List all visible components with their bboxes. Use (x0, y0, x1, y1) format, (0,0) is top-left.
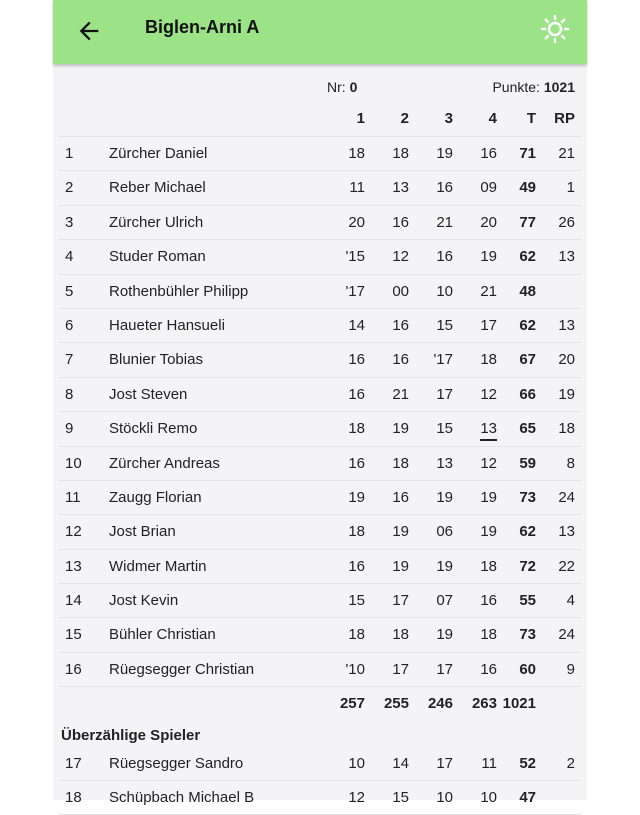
score-total: 47 (519, 789, 536, 807)
player-name: Zürcher Daniel (109, 145, 208, 162)
score-table (53, 66, 587, 815)
score-4: 12 (480, 385, 497, 403)
player-rank: 11 (65, 488, 81, 506)
score-2: 14 (392, 754, 409, 772)
player-name: Blunier Tobias (109, 351, 203, 369)
summary-bar (53, 66, 587, 107)
score-3: 21 (436, 213, 453, 231)
score-4: 16 (480, 592, 497, 610)
score-3: 19 (436, 488, 453, 506)
player-rank: 7 (65, 351, 74, 369)
score-3: 19 (436, 626, 453, 644)
player-name: Schüpbach Michael B (109, 789, 255, 807)
table-row[interactable] (59, 171, 581, 205)
header-col-rp: RP (554, 110, 575, 127)
score-2: 17 (392, 592, 409, 610)
total-col-3: 246 (427, 695, 453, 713)
extra-players-heading (53, 721, 587, 747)
score-3: '17 (433, 351, 453, 369)
player-rank: 5 (65, 282, 74, 300)
player-rank: 9 (65, 420, 74, 438)
table-row[interactable] (59, 240, 581, 274)
score-total: 62 (519, 523, 536, 541)
score-total: 71 (519, 145, 536, 162)
score-2: 19 (392, 557, 409, 575)
table-row[interactable] (59, 584, 581, 618)
table-row[interactable] (59, 747, 581, 781)
score-2: 17 (392, 660, 409, 678)
score-2: 00 (392, 282, 409, 300)
table-row[interactable] (59, 515, 581, 549)
player-name: Studer Roman (109, 248, 206, 266)
score-3: 17 (436, 660, 453, 678)
player-rank: 16 (65, 660, 82, 678)
score-1: 20 (348, 213, 365, 231)
table-row[interactable] (59, 309, 581, 343)
extra-player-list (53, 747, 587, 815)
app-screen (53, 0, 587, 807)
player-rank: 6 (65, 316, 74, 334)
player-name: Rothenbühler Philipp (109, 282, 249, 300)
score-3: 19 (436, 145, 453, 162)
arrow-left-icon[interactable] (75, 17, 103, 45)
score-total: 62 (519, 316, 536, 334)
score-4: 19 (480, 488, 497, 506)
player-rank: 12 (65, 523, 82, 541)
score-total: 73 (519, 488, 536, 506)
score-total: 66 (519, 385, 536, 403)
rank-points: 13 (558, 316, 575, 334)
player-name: Zaugg Florian (109, 488, 202, 506)
score-total: 49 (519, 179, 536, 197)
score-total: 48 (519, 282, 536, 300)
score-4: 17 (480, 316, 497, 334)
score-3: 16 (436, 248, 453, 266)
score-1: '10 (345, 660, 365, 678)
score-3: 19 (436, 557, 453, 575)
score-1: 16 (348, 385, 365, 403)
header-col-2: 2 (400, 110, 409, 127)
score-2: 18 (392, 454, 409, 472)
player-rank: 18 (65, 789, 82, 807)
table-row[interactable] (59, 343, 581, 377)
score-4: 21 (480, 282, 497, 300)
score-3: 16 (436, 179, 453, 197)
player-name: Bühler Christian (109, 626, 216, 644)
player-rank: 17 (65, 754, 82, 772)
score-2: 12 (392, 248, 409, 266)
score-1: 18 (348, 523, 365, 541)
header-col-1: 1 (356, 110, 365, 127)
table-row[interactable] (59, 550, 581, 584)
score-4: 19 (480, 248, 497, 266)
score-2: 18 (392, 626, 409, 644)
total-col-2: 255 (383, 695, 409, 713)
section-title: Überzählige Spieler (61, 726, 201, 744)
table-row[interactable] (59, 412, 581, 446)
score-4: 20 (480, 213, 497, 231)
score-4: 11 (481, 754, 497, 772)
sun-icon[interactable] (540, 14, 570, 44)
player-name: Rüegsegger Christian (109, 660, 255, 678)
player-rank: 2 (65, 179, 74, 197)
score-4: 10 (480, 789, 497, 807)
table-header (59, 107, 581, 137)
player-rank: 8 (65, 385, 74, 403)
score-1: 19 (348, 488, 365, 506)
player-list (53, 137, 587, 687)
nr-value: 0 (349, 79, 358, 95)
rank-points: 9 (566, 660, 575, 678)
points-indicator (492, 79, 575, 95)
score-4: 09 (480, 179, 497, 197)
total-sum: 1021 (502, 695, 536, 713)
player-name: Reber Michael (109, 179, 206, 197)
score-3: 10 (436, 282, 453, 300)
rank-points: 1 (566, 179, 575, 197)
score-2: 16 (392, 213, 409, 231)
rank-points: 21 (558, 145, 575, 162)
points-value: 1021 (543, 79, 575, 95)
totals-row (59, 687, 581, 720)
score-2: 18 (392, 145, 409, 162)
player-rank: 4 (65, 248, 74, 266)
score-total: 59 (519, 454, 536, 472)
player-name: Jost Steven (109, 385, 188, 403)
header-col-total: T (526, 110, 536, 127)
score-2: 15 (392, 789, 409, 807)
rank-points: 20 (558, 351, 575, 369)
score-4: 18 (480, 351, 497, 369)
score-4: 18 (480, 626, 497, 644)
total-col-1: 257 (339, 695, 365, 713)
rank-points: 2 (566, 754, 575, 772)
player-name: Haueter Hansueli (109, 316, 225, 334)
score-total: 60 (519, 660, 536, 678)
table-row[interactable] (59, 653, 581, 687)
score-1: 15 (348, 592, 365, 610)
score-4: 16 (480, 660, 497, 678)
score-3: 17 (436, 754, 453, 772)
score-4: 19 (480, 523, 497, 541)
score-3: 10 (436, 789, 453, 807)
rank-points: 24 (558, 626, 575, 644)
score-2: 19 (392, 420, 409, 438)
rank-points: 4 (566, 592, 575, 610)
score-3: 15 (436, 420, 453, 438)
rank-points: 26 (558, 213, 575, 231)
nr-indicator (327, 79, 357, 95)
score-total: 62 (519, 248, 536, 266)
score-4: 18 (480, 557, 497, 575)
score-4: 12 (480, 454, 497, 472)
score-1: 10 (348, 754, 365, 772)
score-1: 16 (348, 351, 365, 369)
score-2: 16 (392, 351, 409, 369)
page-title: Biglen-Arni A (145, 17, 260, 37)
score-1: 18 (348, 626, 365, 644)
score-1: 16 (348, 454, 365, 472)
rank-points: 18 (558, 420, 575, 438)
header-col-3: 3 (444, 110, 453, 127)
player-rank: 3 (65, 213, 74, 231)
table-row[interactable] (59, 618, 581, 652)
score-total: 52 (519, 754, 536, 772)
table-row[interactable] (59, 781, 581, 815)
player-name: Zürcher Andreas (109, 454, 220, 472)
score-1: 11 (349, 179, 365, 197)
score-1: 18 (348, 145, 365, 162)
points-label: Punkte: (492, 79, 540, 95)
table-row[interactable] (59, 481, 581, 515)
score-3: 13 (436, 454, 453, 472)
table-row[interactable] (59, 378, 581, 412)
nr-label: Nr: (327, 79, 346, 95)
rank-points: 8 (566, 454, 575, 472)
player-rank: 15 (65, 626, 82, 644)
header-col-4: 4 (488, 110, 497, 127)
score-total: 67 (519, 351, 536, 369)
player-rank: 10 (65, 454, 82, 472)
player-name: Jost Brian (109, 523, 176, 541)
score-total: 55 (519, 592, 536, 610)
rank-points: 19 (558, 385, 575, 403)
player-name: Rüegsegger Sandro (109, 754, 244, 772)
table-row[interactable] (59, 206, 581, 240)
score-2: 16 (392, 316, 409, 334)
score-2: 19 (392, 523, 409, 541)
player-name: Jost Kevin (109, 592, 179, 610)
score-1: 12 (348, 789, 365, 807)
player-name: Widmer Martin (109, 557, 207, 575)
score-4: 13 (480, 420, 497, 441)
table-row[interactable] (59, 275, 581, 309)
score-1: 18 (348, 420, 365, 438)
total-col-4: 263 (471, 695, 497, 713)
table-row[interactable] (59, 137, 581, 171)
score-total: 72 (519, 557, 536, 575)
score-total: 77 (519, 213, 536, 231)
score-3: 15 (436, 316, 453, 334)
rank-points: 22 (558, 557, 575, 575)
score-1: 14 (348, 316, 365, 334)
rank-points: 24 (558, 488, 575, 506)
rank-points: 13 (558, 523, 575, 541)
player-rank: 14 (65, 592, 82, 610)
score-3: 06 (436, 523, 453, 541)
score-2: 16 (392, 488, 409, 506)
player-rank: 1 (65, 145, 74, 162)
score-total: 65 (519, 420, 536, 438)
table-row[interactable] (59, 447, 581, 481)
score-3: 07 (436, 592, 453, 610)
score-1: 16 (348, 557, 365, 575)
score-2: 13 (392, 179, 409, 197)
rank-points: 13 (558, 248, 575, 266)
score-1: '17 (345, 282, 365, 300)
score-total: 73 (519, 626, 536, 644)
score-1: '15 (345, 248, 365, 266)
score-4: 16 (480, 145, 497, 162)
player-rank: 13 (65, 557, 82, 575)
app-bar (53, 0, 587, 64)
score-2: 21 (392, 385, 409, 403)
player-name: Stöckli Remo (109, 420, 198, 438)
player-name: Zürcher Ulrich (109, 213, 204, 231)
score-3: 17 (436, 385, 453, 403)
